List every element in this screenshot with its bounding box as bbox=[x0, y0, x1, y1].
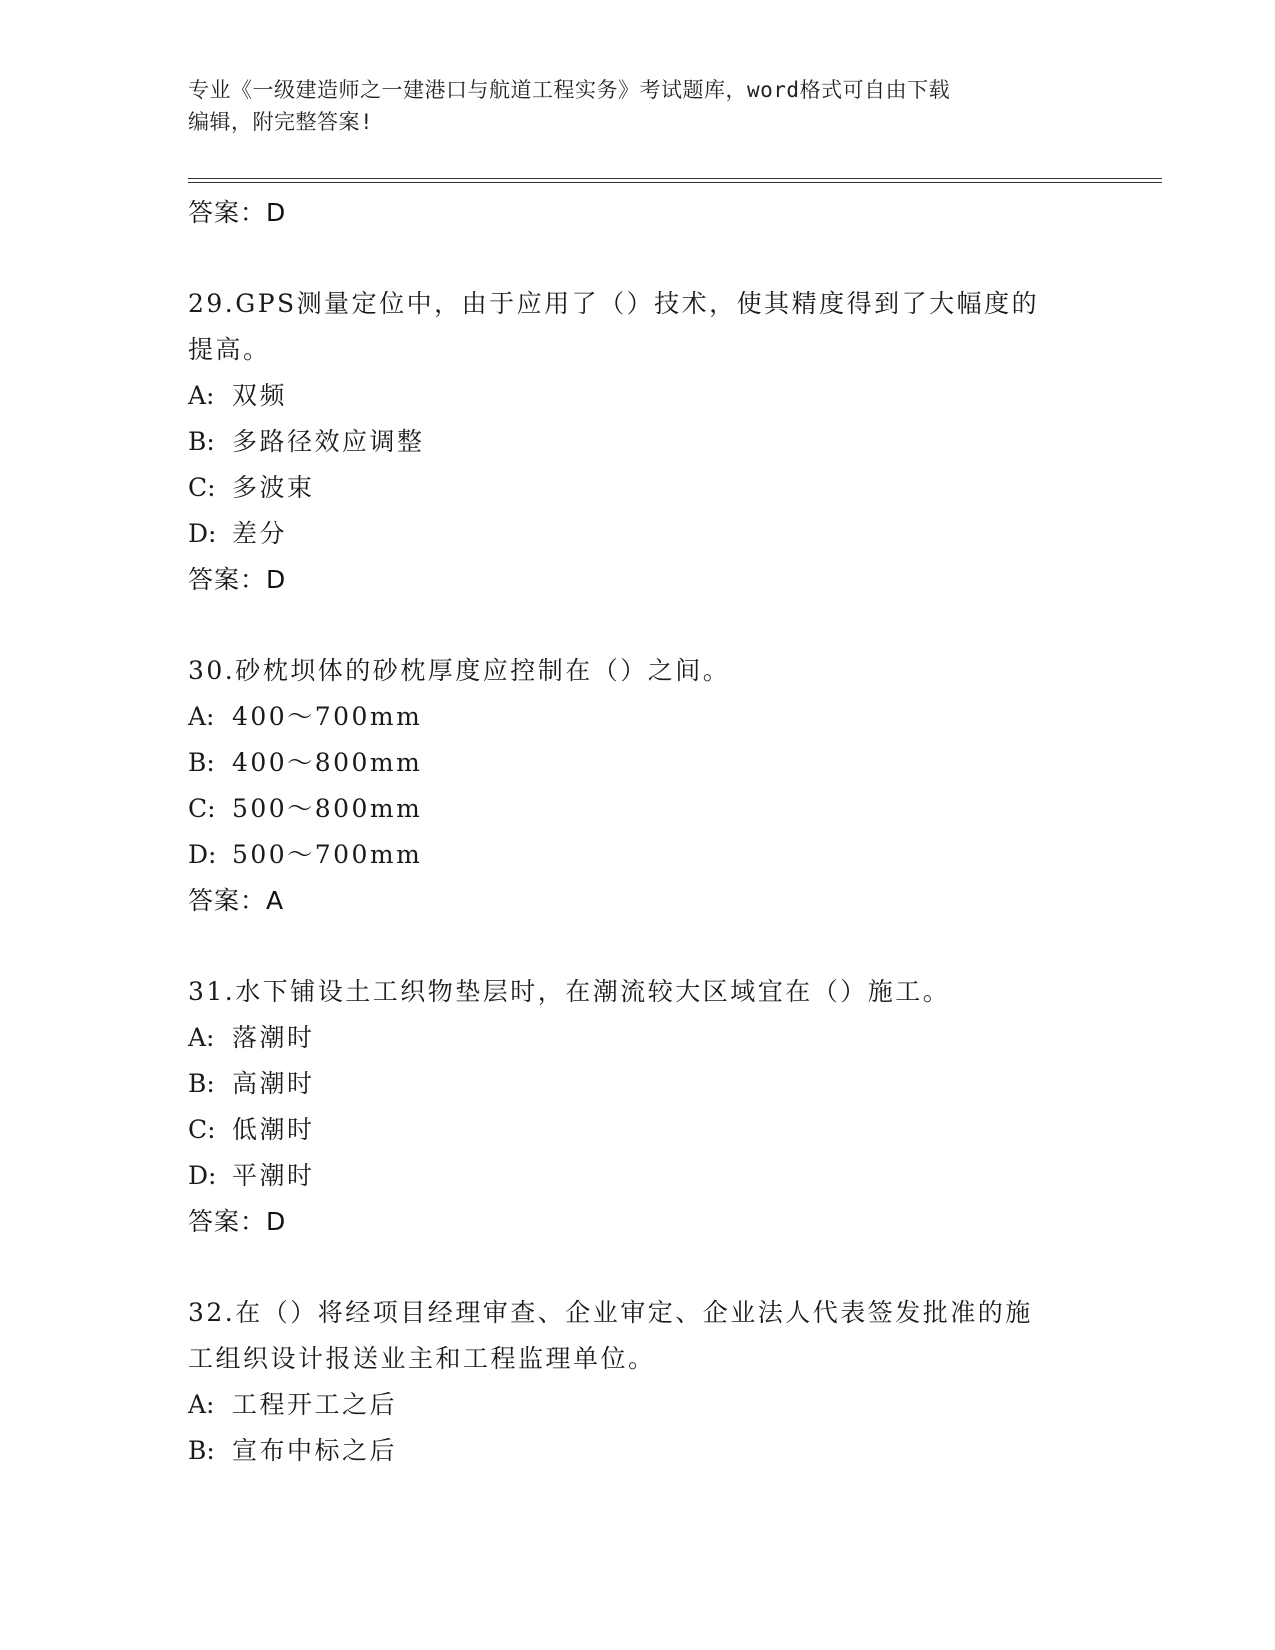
option-letter: C: bbox=[188, 1115, 216, 1144]
option-text: 400～700mm bbox=[232, 702, 423, 731]
header-line-1: 专业《一级建造师之一建港口与航道工程实务》考试题库，word格式可自由下载 bbox=[188, 78, 951, 102]
option-letter: A: bbox=[188, 1390, 215, 1419]
option-b bbox=[188, 419, 1088, 465]
spacer bbox=[188, 603, 1088, 648]
option-d bbox=[188, 511, 1088, 557]
page-header bbox=[188, 74, 1068, 138]
option-letter: A: bbox=[188, 1023, 215, 1052]
option-text: 多波束 bbox=[232, 473, 315, 502]
option-a bbox=[188, 373, 1088, 419]
option-b bbox=[188, 740, 1088, 786]
option-b bbox=[188, 1061, 1088, 1107]
option-text: 宣布中标之后 bbox=[232, 1436, 398, 1465]
option-text: 低潮时 bbox=[232, 1115, 315, 1144]
question-stem: 30.砂枕坝体的砂枕厚度应控制在（）之间。 bbox=[188, 656, 731, 685]
option-text: 差分 bbox=[232, 519, 288, 548]
option-a bbox=[188, 1382, 1088, 1428]
answer-line: 答案：D bbox=[188, 198, 287, 227]
spacer bbox=[188, 236, 1088, 281]
answer-line: 答案：A bbox=[188, 886, 285, 915]
answer-line: 答案：D bbox=[188, 1207, 287, 1236]
question-30 bbox=[188, 648, 1088, 924]
question-stem: 31.水下铺设土工织物垫层时，在潮流较大区域宜在（）施工。 bbox=[188, 977, 951, 1006]
option-letter: A: bbox=[188, 702, 215, 731]
question-29 bbox=[188, 281, 1088, 603]
option-text: 平潮时 bbox=[232, 1161, 315, 1190]
option-text: 500～800mm bbox=[232, 794, 423, 823]
option-d bbox=[188, 1153, 1088, 1199]
option-letter: D: bbox=[188, 840, 217, 869]
option-a bbox=[188, 1015, 1088, 1061]
spacer bbox=[188, 1245, 1088, 1290]
option-letter: B: bbox=[188, 748, 215, 777]
option-text: 多路径效应调整 bbox=[232, 427, 425, 456]
question-list bbox=[188, 190, 1088, 1474]
option-letter: C: bbox=[188, 794, 216, 823]
question-stem: 32.在（）将经项目经理审查、企业审定、企业法人代表签发批准的施 bbox=[188, 1298, 1033, 1327]
option-letter: B: bbox=[188, 1069, 215, 1098]
option-text: 落潮时 bbox=[232, 1023, 315, 1052]
option-b bbox=[188, 1428, 1088, 1474]
option-letter: D: bbox=[188, 519, 217, 548]
option-a bbox=[188, 694, 1088, 740]
question-31 bbox=[188, 969, 1088, 1245]
option-letter: C: bbox=[188, 473, 216, 502]
option-text: 双频 bbox=[232, 381, 288, 410]
question-stem: 29.GPS测量定位中，由于应用了（）技术，使其精度得到了大幅度的 bbox=[188, 289, 1040, 318]
option-text: 高潮时 bbox=[232, 1069, 315, 1098]
option-text: 400～800mm bbox=[232, 748, 423, 777]
option-letter: A: bbox=[188, 381, 215, 410]
answer-line: 答案：D bbox=[188, 565, 287, 594]
option-c bbox=[188, 1107, 1088, 1153]
question-stem-continued: 工组织设计报送业主和工程监理单位。 bbox=[188, 1344, 656, 1373]
question-32 bbox=[188, 1290, 1088, 1474]
spacer bbox=[188, 924, 1088, 969]
option-letter: B: bbox=[188, 1436, 215, 1465]
option-letter: D: bbox=[188, 1161, 217, 1190]
option-text: 工程开工之后 bbox=[232, 1390, 398, 1419]
header-line-2: 编辑，附完整答案! bbox=[188, 110, 374, 134]
option-text: 500～700mm bbox=[232, 840, 423, 869]
question-stem-continued: 提高。 bbox=[188, 335, 271, 364]
option-c bbox=[188, 786, 1088, 832]
option-letter: B: bbox=[188, 427, 215, 456]
header-divider bbox=[188, 178, 1162, 183]
option-c bbox=[188, 465, 1088, 511]
option-d bbox=[188, 832, 1088, 878]
